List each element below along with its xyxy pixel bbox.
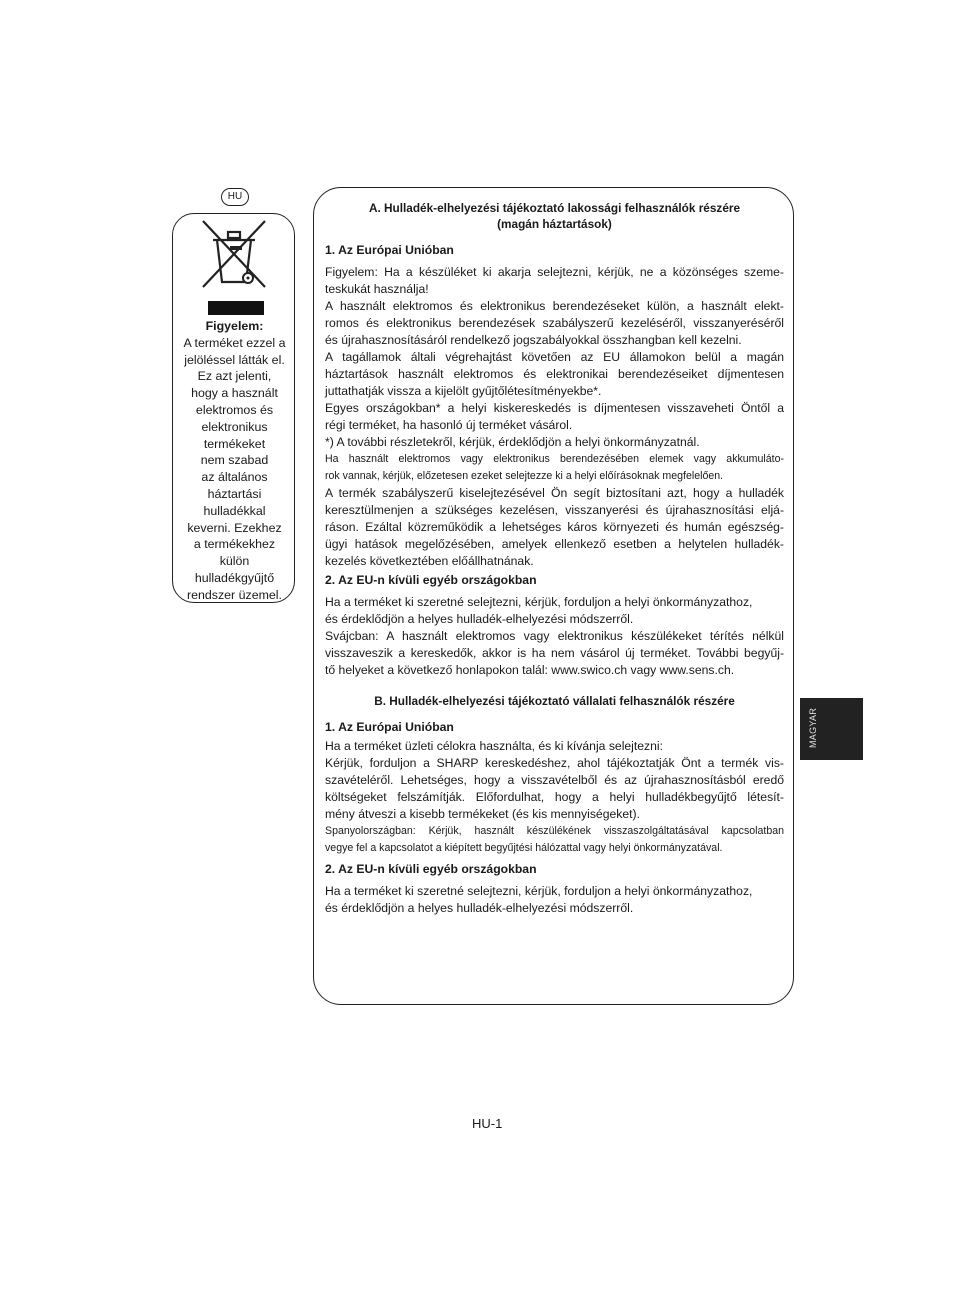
text-line: Svájcban: A használt elektromos vagy elektronikus készülékeket térítés nélkül [325, 629, 784, 643]
notice-line: elektronikus [201, 419, 268, 434]
paragraph [325, 298, 784, 349]
notice-line: hulladékgyűjtő [194, 570, 275, 585]
text-line: és érdeklődjön a helyes hulladék-elhelyezési módszerről. [325, 612, 634, 626]
notice-line: háztartási [207, 486, 262, 501]
text-line: A termék szabályszerű kiselejtezésével Ön segít biztosítani azt, hogy a hulladék [325, 486, 784, 500]
notice-line: hogy a használt [191, 386, 278, 401]
paragraph [325, 485, 784, 570]
crossed-out-bin-icon [195, 218, 273, 290]
notice-line: Ez azt jelenti, [197, 369, 272, 384]
notice-line: A terméket ezzel a [183, 335, 286, 350]
text-line: Spanyolországban: Kérjük, használt készülékének visszaszolgáltatásával kapcsolatban [325, 825, 784, 837]
paragraph [325, 264, 784, 298]
notice-line: hulladékkal [203, 503, 266, 518]
section-a-title-line: A. Hulladék-elhelyezési tájékoztató lakossági felhasználók részére [368, 201, 741, 215]
text-line: visszaveszik a kereskedők, akkor is ha nem vásárol új terméket. További begyűj- [325, 646, 784, 660]
text-line: romos és elektronikus berendezések szabályszerű kezeléséről, visszanyeréséről [325, 316, 784, 330]
section-b-non-eu-heading: 2. Az EU-n kívüli egyéb országokban [325, 862, 537, 876]
text-line: és érdeklődjön a helyes hulladék-elhelyezési módszerről. [325, 901, 634, 915]
text-line: Egyes országokban* a helyi kiskereskedés is díjmentesen visszaveheti Öntől a [325, 401, 784, 415]
notice-line: nem szabad [200, 453, 269, 468]
text-line: keresztülmenjen a szükséges kezelésen, visszanyerési és újrahasznosítási eljá- [325, 503, 784, 517]
text-line: költségeket felszámítják. Előfordulhat, hogy a helyi hulladékbegyűjtő létesít- [325, 790, 784, 804]
text-line: teskukát használja! [325, 282, 429, 296]
paragraph [325, 594, 784, 628]
page-number: HU-1 [472, 1116, 503, 1131]
text-line: ügyi hatások megelőzésében, amelyek ellenkező esetben a helytelen hulladék- [325, 537, 784, 551]
notice-line: jelöléssel látták el. [184, 352, 285, 367]
text-line: Ha a terméket ki szeretné selejtezni, kérjük, forduljon a helyi önkormányzathoz, [325, 595, 753, 609]
text-line: vegye fel a kapcsolatot a kiépített begyűjtési hálózattal vagy helyi önkormányzatával. [325, 842, 723, 854]
text-line: tő helyeket a következő honlapokon talál: www.swico.ch vagy www.sens.ch. [325, 663, 735, 677]
text-line: A használt elektromos és elektronikus berendezéseket külön, a használt elekt- [325, 299, 784, 313]
text-line: rok vannak, kérjük, előzetesen ezeket selejtezze ki a helyi előírásoknak megfelelően. [325, 470, 724, 482]
section-a-title [325, 200, 784, 232]
section-a-eu-heading: 1. Az Európai Unióban [325, 243, 454, 257]
text-line: Ha a terméket ki szeretné selejtezni, kérjük, forduljon a helyi önkormányzathoz, [325, 884, 753, 898]
paragraph: Ha a terméket üzleti célokra használta, és ki kívánja selejtezni: [325, 739, 664, 753]
text-line: régi terméket, ha hasonló új terméket vásárol. [325, 418, 573, 432]
notice-title: Figyelem: [205, 319, 264, 333]
text-line: háztartások használt elektromos és elektronikai berendezéseiket díjmentesen [325, 367, 784, 381]
text-line: kezelés következtében előállhatnának. [325, 554, 534, 568]
text-line: Kérjük, forduljon a SHARP kereskedéshez, ahol tájékoztatják Önt a termék vis- [325, 756, 784, 770]
text-line: szavételéről. Lehetséges, hogy a visszavételből és az újrahasznosításból eredő [325, 773, 784, 787]
black-bar [208, 301, 264, 315]
section-a-non-eu-heading: 2. Az EU-n kívüli egyéb országokban [325, 573, 537, 587]
text-line: A tagállamok általi végrehajtást követően az EU államokon belül a magán [325, 350, 784, 364]
text-line: juttathatják vissza a kijelölt gyűjtőlétesítményekbe*. [325, 384, 602, 398]
language-tab-label: MAGYAR [808, 707, 818, 748]
notice-line: a termékekhez [193, 537, 276, 552]
section-b-eu-heading: 1. Az Európai Unióban [325, 720, 454, 734]
disposal-info-box [313, 187, 794, 1005]
text-line: és újrahasznosításáról rendelkező jogszabályokkal összhangban kell kezelni. [325, 333, 742, 347]
notice-line: termékeket [203, 436, 266, 451]
text-line: mény átveszi a kisebb termékeket (és kis mennyiségeket). [325, 807, 640, 821]
notice-line: elektromos és [195, 402, 274, 417]
text-line: Ha használt elektromos vagy elektronikus berendezésében elemek vagy akkumuláto- [325, 453, 784, 465]
notice-line: keverni. Ezekhez [187, 520, 282, 535]
footnote: *) A további részletekről, kérjük, érdeklődjön a helyi önkormányzatnál. [325, 435, 700, 449]
paragraph [325, 451, 784, 485]
paragraph [325, 883, 784, 917]
notice-line: külön [219, 554, 250, 569]
language-badge: HU [221, 188, 249, 206]
section-b-title: B. Hulladék-elhelyezési tájékoztató vállalati felhasználók részére [374, 694, 735, 708]
notice-line: rendszer üzemel. [186, 587, 283, 602]
text-line: ráson. Ezáltal közreműködik a lehetséges káros környezeti és humán egészség- [325, 520, 784, 534]
paragraph [325, 349, 784, 400]
paragraph [325, 755, 784, 823]
weee-notice-box [172, 213, 295, 603]
text-line: Figyelem: Ha a készüléket ki akarja selejtezni, kérjük, ne a közönséges szeme- [325, 265, 784, 279]
paragraph [325, 400, 784, 434]
paragraph [325, 823, 784, 857]
section-a-title-line: (magán háztartások) [497, 217, 612, 231]
paragraph [325, 628, 784, 679]
language-tab [800, 698, 863, 760]
notice-line: az általános [201, 470, 268, 485]
